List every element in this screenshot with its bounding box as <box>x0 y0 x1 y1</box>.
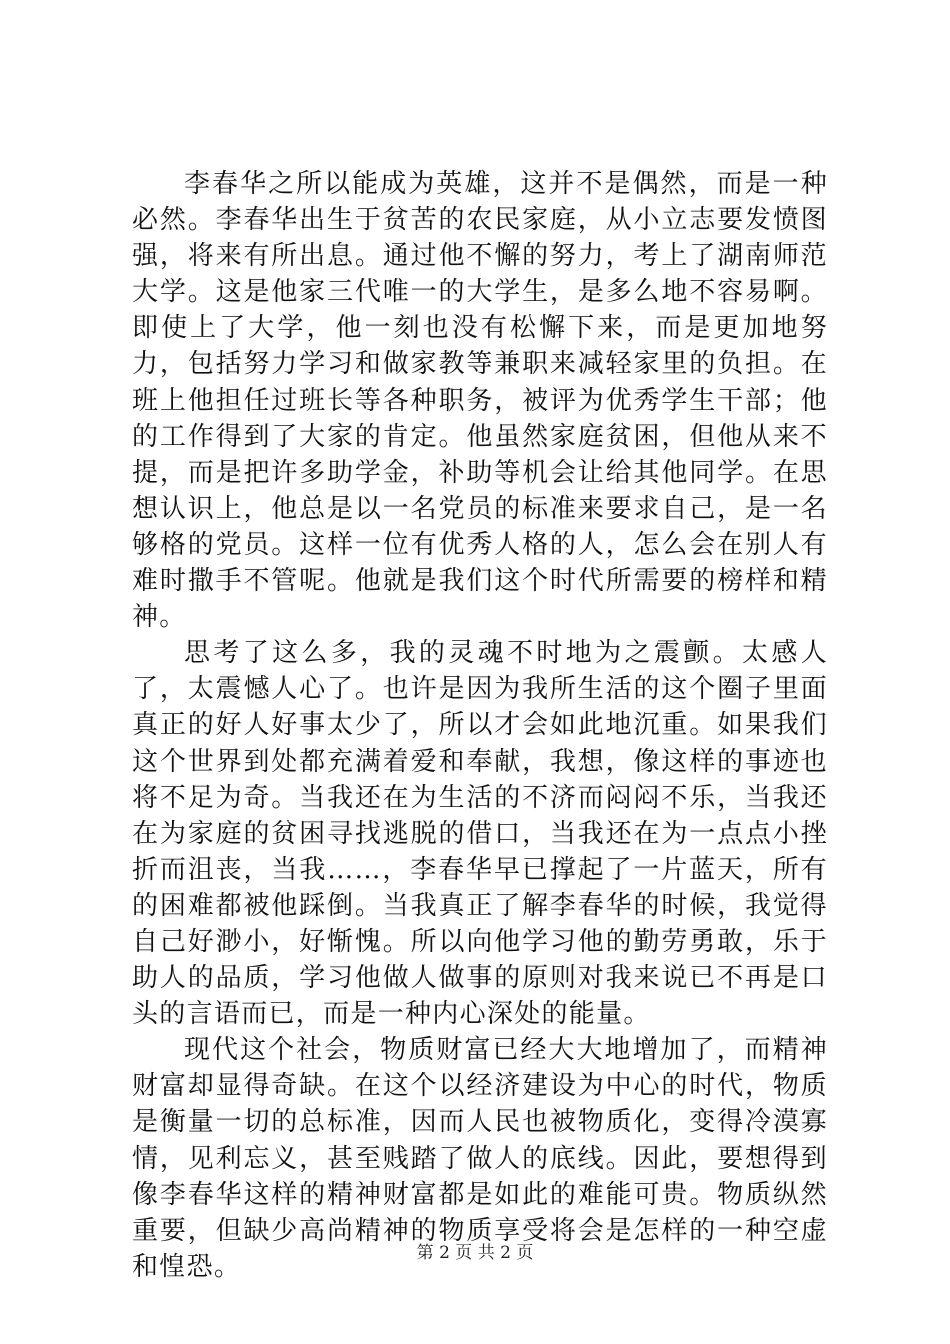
paragraph: 李春华之所以能成为英雄，这并不是偶然，而是一种必然。李春华出生于贫苦的农民家庭，从小立志要发愤图强，将来有所出息。通过他不懈的努力，考上了湖南师范大学。这是他家三代唯一的大学生，是多么地不容易啊。即使上了大学，他一刻也没有松懈下来，而是更加地努力，包括努力学习和做家教等兼职来减轻家里的负担。在班上他担任过班长等各种职务，被评为优秀学生干部；他的工作得到了大家的肯定。他虽然家庭贫困，但他从来不提，而是把许多助学金，补助等机会让给其他同学。在思想认识上，他总是以一名党员的标准来要求自己，是一名够格的党员。这样一位有优秀人格的人，怎么会在别人有难时撒手不管呢。他就是我们这个时代所需要的榜样和精神。 <box>132 169 828 633</box>
paragraph: 思考了这么多，我的灵魂不时地为之震颤。太感人了，太震憾人心了。也许是因为我所生活的这个圈子里面真正的好人好事太少了，所以才会如此地沉重。如果我们这个世界到处都充满着爱和奉献，我想，像这样的事迹也将不足为奇。当我还在为生活的不济而闷闷不乐，当我还在为家庭的贫困寻找逃脱的借口，当我还在为一点点小挫折而沮丧，当我……，李春华早已撑起了一片蓝天，所有的困难都被他踩倒。当我真正了解李春华的时候，我觉得自己好渺小，好惭愧。所以向他学习他的勤劳勇敢，乐于助人的品质，学习他做人做事的原则对我来说已不再是口头的言语而已，而是一种内心深处的能量。 <box>132 638 828 1030</box>
page-number-footer: 第 2 页 共 2 页 <box>416 1243 534 1263</box>
paragraph: 现代这个社会，物质财富已经大大地增加了，而精神财富却显得奇缺。在这个以经济建设为中心的时代，物质是衡量一切的总标准，因而人民也被物质化，变得冷漠寡情，见利忘义，甚至贱踏了做人的底线。因此，要想得到像李春华这样的精神财富都是如此的难能可贵。物质纵然重要，但缺少高尚精神的物质享受将会是怎样的一种空虚和惶恐。 <box>132 1035 828 1282</box>
document-body <box>132 166 828 1285</box>
